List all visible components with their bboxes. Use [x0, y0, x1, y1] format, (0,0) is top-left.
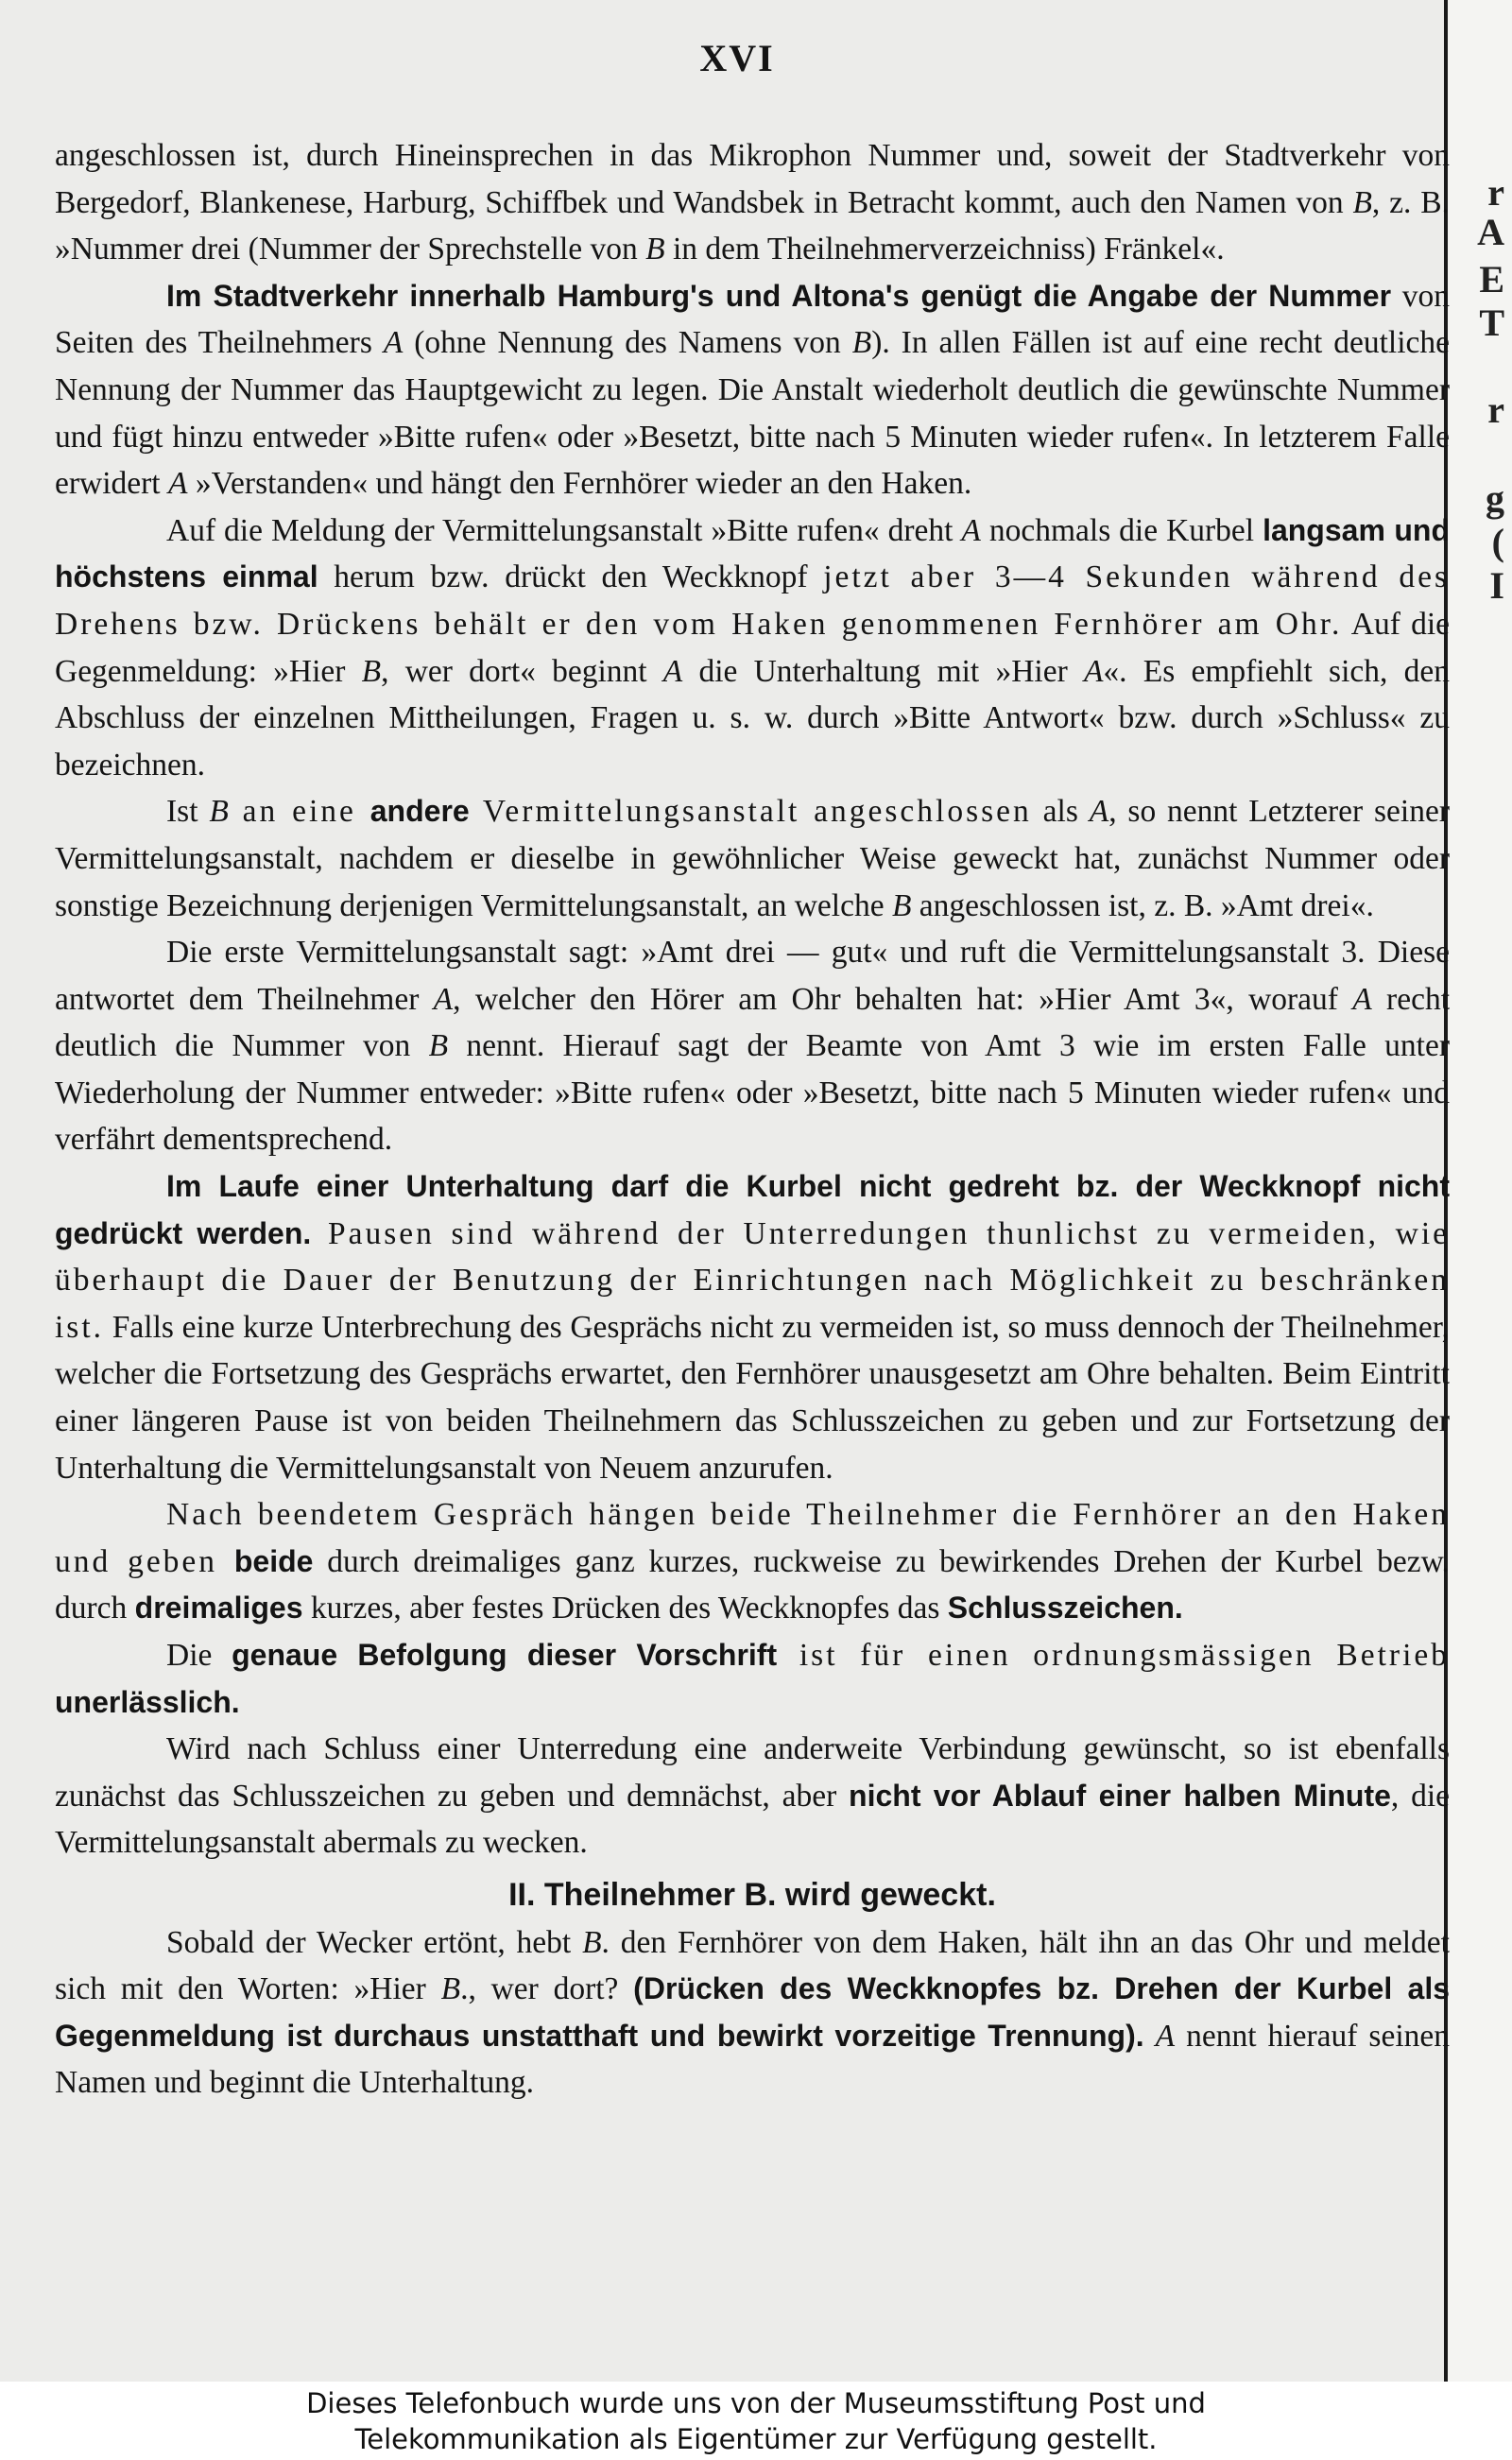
footer-line-1: Dieses Telefonbuch wurde uns von der Museumsstiftung Post und [306, 2387, 1206, 2419]
text-run: als [1031, 794, 1090, 830]
italic-run: A [1089, 794, 1109, 830]
text-run: ., wer dort? [460, 1971, 634, 2007]
page-number: XVI [699, 37, 775, 79]
text-run: Falls eine kurze Unterbrechung des Gesprächs nicht zu vermeiden ist, so muss dennoch der Theilnehmer, welcher die Fortsetzung des Gesprächs erwartet, den Fernhörer unausgesetzt am Ohre behalten. Beim Eintritt einer längeren Pause ist von beiden Theilnehmern das Schlusszeichen zu geben und zur Fortsetzung der Unterhaltung die Vermittelungsanstalt von Neuem anzurufen. [55, 1309, 1450, 1486]
edge-letter: ( [1491, 521, 1504, 563]
edge-letter: A [1477, 211, 1504, 253]
italic-run: A [1083, 653, 1104, 689]
italic-run: B [851, 325, 872, 361]
text-run: durch dreimaliges ganz kurzes, ruckweise zu bewirkendes Drehen der Kurbel bezw. durch [55, 1543, 1450, 1626]
paragraph-p9 [55, 1726, 1450, 1867]
adjacent-page-edge [1444, 0, 1512, 2382]
italic-run: B [440, 1971, 461, 2007]
text-run: (ohne Nennung des Namens von [403, 325, 852, 361]
italic-run: A [1155, 2018, 1176, 2054]
bold-run: beide [233, 1543, 314, 1578]
text-run: , welcher den Hörer am Ohr behalten hat: »Hier Amt 3«, worauf [453, 981, 1353, 1017]
paragraph-p1 [55, 132, 1450, 273]
text-run: Sobald der Wecker ertönt, hebt [166, 1924, 583, 1960]
text-run: Wird nach Schluss einer Unterredung eine anderweite Verbindung gewünscht, so ist ebenfalls zunächst das Schlusszeichen zu geben und demnächst, aber [55, 1731, 1450, 1814]
italic-run: A [433, 981, 454, 1017]
text-run: kurzes, aber festes Drücken des Weckknopfes das [302, 1591, 948, 1626]
text-run [1144, 2019, 1156, 2054]
text-run: nennt. Hierauf sagt der Beamte von Amt 3 wie im ersten Falle unter Wiederholung der Nummer entweder: »Bitte rufen« oder »Besetzt, bitte nach 5 Minuten wieder rufen« und verfährt dementsprechend. [55, 1028, 1450, 1158]
bold-run: unerlässlich. [55, 1684, 240, 1719]
paragraph-p5 [55, 929, 1450, 1163]
edge-letter: T [1479, 301, 1504, 344]
edge-letter: g [1486, 477, 1504, 520]
text-run: nochmals die Kurbel [980, 512, 1263, 548]
edge-letter: E [1479, 258, 1504, 301]
text-run: Ist [166, 794, 210, 830]
paragraph-p10 [55, 1919, 1450, 2107]
edge-letter: r [1487, 388, 1504, 431]
bold-run: dreimaliges [134, 1591, 303, 1626]
paragraph-p6 [55, 1163, 1450, 1491]
bold-run: Schlusszeichen. [947, 1591, 1183, 1626]
text-run: . den Fernhörer von dem Haken, hält ihn an das Ohr und meldet sich mit den Worten: »Hier [55, 1924, 1450, 2007]
paragraph-p4 [55, 788, 1450, 929]
spaced-run: ist für einen ordnungsmässigen Betrieb [777, 1638, 1451, 1673]
text-run: Die [166, 1638, 232, 1673]
section-heading [55, 1872, 1450, 1919]
spaced-run: Vermittelungsanstalt angeschlossen [469, 794, 1032, 830]
bold-run: Im Laufe einer Unterhaltung darf die Kurbel nicht gedreht bz. der Weckknopf nicht gedrückt werden. [55, 1169, 1450, 1250]
text-run: Auf die Meldung der Vermittelungsanstalt »Bitte rufen« dreht [166, 512, 962, 548]
bold-run: langsam und höchstens einmal [55, 512, 1451, 594]
italic-run: A [167, 466, 188, 502]
footer-line-2: Telekommunikation als Eigentümer zur Verfügung gestellt. [354, 2423, 1158, 2455]
paragraph-p3 [55, 507, 1450, 789]
text-column [55, 132, 1450, 2107]
italic-run: A [961, 512, 981, 548]
text-run: recht deutlich die Nummer von [55, 981, 1450, 1064]
edge-letter: r [1487, 171, 1504, 214]
edge-letter: I [1489, 564, 1504, 607]
italic-run: A [383, 325, 404, 361]
text-run: angeschlossen ist, durch Hineinsprechen in das Mikrophon Nummer und, soweit der Stadtverkehr von Bergedorf, Blankenese, Harburg, Schiffbek und Wandsbek in Betracht kommt, auch den Namen von [55, 138, 1450, 220]
text-run: herum bzw. drückt den Weckknopf [318, 559, 824, 595]
text-run: Auf die Gegenmeldung: »Hier [55, 606, 1450, 689]
text-run: die Unterhaltung mit »Hier [682, 653, 1084, 689]
paragraph-p2 [55, 273, 1450, 507]
bold-run: andere [369, 794, 470, 829]
italic-run: B [582, 1924, 602, 1960]
italic-run: B [1352, 184, 1372, 220]
text-run: »Verstanden« und hängt den Fernhörer wieder an den Haken. [187, 466, 972, 502]
text-run: ). In allen Fällen ist auf eine recht deutliche Nennung der Nummer das Hauptgewicht zu legen. Die Anstalt wiederholt deutlich die gewünschte Nummer und fügt hinzu entweder »Bitte rufen« oder »Besetzt, bitte nach 5 Minuten wieder rufen«. In letzterem Falle erwidert [55, 325, 1450, 502]
text-run: , wer dort« beginnt [381, 653, 663, 689]
italic-run: B [428, 1028, 449, 1064]
text-run: von Seiten des Theilnehmers [55, 278, 1451, 361]
paragraph-p8 [55, 1632, 1450, 1726]
text-run: nennt hierauf seinen Namen und beginnt die Unterhaltung. [55, 2018, 1450, 2101]
italic-run: B [209, 794, 229, 830]
italic-run: B [891, 887, 912, 923]
footer-notice [0, 2382, 1512, 2460]
text-run: «. Es empfiehlt sich, den Abschluss der einzelnen Mittheilungen, Fragen u. s. w. durch »Bitte Antwort« bzw. durch »Schluss« zu bezeichnen. [55, 653, 1450, 783]
italic-run: B [645, 232, 665, 267]
bold-run: (Drücken des Weckknopfes bz. Drehen der Kurbel als Gegenmeldung ist durchaus unstatthaft und bewirkt vorzeitige Trennung). [55, 1971, 1451, 2053]
spaced-run: Nach beendetem Gespräch hängen beide Theilnehmer die Fernhörer an den Haken und geben [55, 1497, 1450, 1579]
text-run: , die Vermittelungsanstalt abermals zu wecken. [55, 1778, 1450, 1861]
italic-run: A [1352, 981, 1372, 1017]
text-run: in dem Theilnehmerverzeichniss) Fränkel«. [664, 232, 1225, 267]
text-run: angeschlossen ist, z. B. »Amt drei«. [911, 887, 1374, 923]
spaced-run: Pausen sind während der Unterredungen thunlichst zu vermeiden, wie überhaupt die Dauer der Benutzung der Einrichtungen nach Möglichkeit zu beschränken ist. [55, 1215, 1451, 1345]
text-run: , so nennt Letzterer seiner Vermittelungsanstalt, nachdem er dieselbe in gewöhnlicher Weise geweckt hat, zunächst Nummer oder sonstige Bezeichnung derjenigen Vermittelungsanstalt, an welche [55, 794, 1450, 923]
text-run: Die erste Vermittelungsanstalt sagt: »Amt drei — gut« und ruft die Vermittelungsanstalt 3. Diese antwortet dem Theilnehmer [55, 935, 1450, 1017]
spaced-run: jetzt aber 3—4 Sekunden während des Drehens bzw. Drückens behält er den vom Haken genommenen Fernhörer am Ohr. [55, 559, 1451, 642]
text-run: II. Theilnehmer B. wird geweckt. [508, 1876, 996, 1913]
italic-run: A [662, 653, 683, 689]
text-run: , z. B. »Nummer drei (Nummer der Sprechstelle von [55, 184, 1450, 267]
paragraph-p7 [55, 1491, 1450, 1632]
bold-run: Im Stadtverkehr innerhalb Hamburg's und Altona's genügt die Angabe der Nummer [166, 278, 1392, 313]
bold-run: nicht vor Ablauf einer halben Minute [849, 1778, 1391, 1813]
spaced-run: an eine [228, 794, 370, 830]
italic-run: B [361, 653, 382, 689]
bold-run: genaue Befolgung dieser Vorschrift [232, 1638, 778, 1672]
